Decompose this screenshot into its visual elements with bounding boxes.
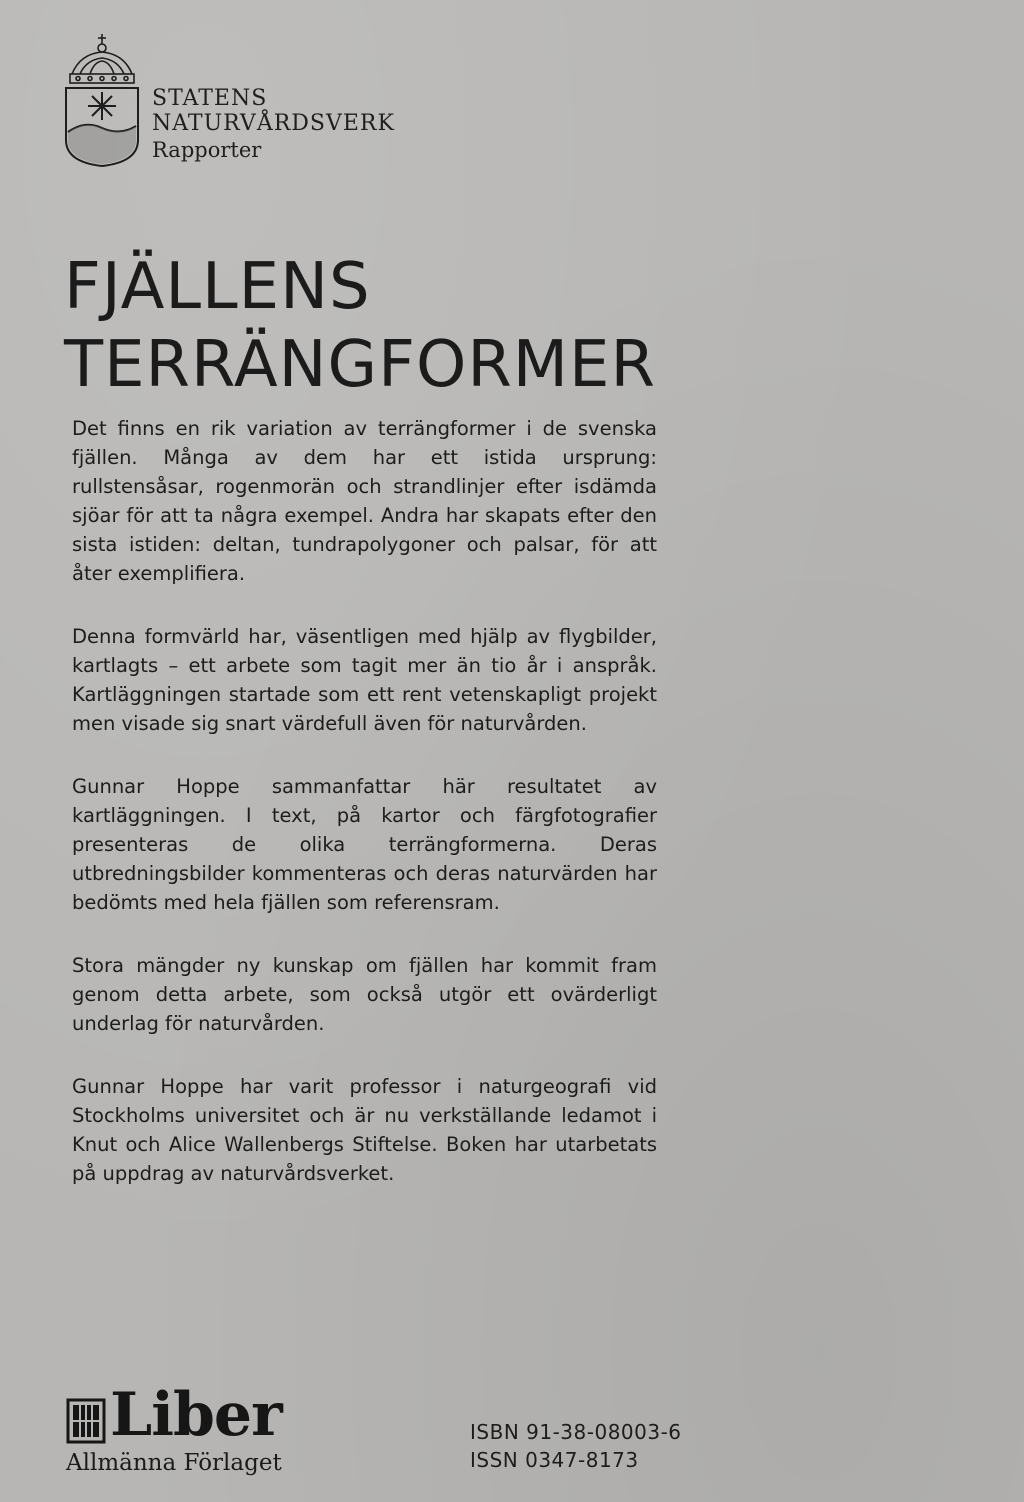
series-name: Rapporter	[152, 138, 262, 162]
publisher-name: Liber	[110, 1380, 282, 1450]
book-title	[64, 248, 656, 404]
agency-name	[152, 86, 395, 164]
agency-line-2: NATURVÅRDSVERK	[152, 111, 395, 136]
liber-logo-icon	[66, 1398, 106, 1444]
blurb-paragraph-5: Gunnar Hoppe har varit professor i naturgeografi vid Stockholms universitet och är nu verkställande ledamot i Knut och Alice Wallenbergs Stiftelse. Boken har utarbetats på uppdrag av naturvårdsverket.	[72, 1075, 657, 1185]
blurb	[72, 414, 657, 1222]
publisher-block	[66, 1380, 282, 1476]
agency-line-1: STATENS	[152, 86, 268, 111]
blurb-paragraph-1: Det finns en rik variation av terrängformer i de svenska fjällen. Många av dem har ett istida ursprung: rullstensåsar, rogenmorän och strandlinjer efter isdämda sjöar för att ta några exempel. Andra har skapats efter den sista istiden: deltan, tundrapolygoner och palsar, för att åter exemplifiera.	[72, 417, 657, 585]
isbn-number: ISBN 91-38-08003-6	[470, 1420, 682, 1444]
blurb-paragraph-2: Denna formvärld har, väsentligen med hjälp av flygbilder, kartlagts – ett arbete som tagit mer än tio år i anspråk. Kartläggningen startade som ett rent vetenskapligt projekt men visade sig snart värdefull även för naturvården.	[72, 625, 657, 735]
swedish-crown-emblem-icon	[60, 28, 144, 168]
title-line-1: FJÄLLENS	[64, 250, 371, 324]
issn-number: ISSN 0347-8173	[470, 1448, 639, 1472]
title-line-2: TERRÄNGFORMER	[64, 328, 656, 402]
blurb-paragraph-3: Gunnar Hoppe sammanfattar här resultatet av kartläggningen. I text, på kartor och färgfotografier presenteras de olika terrängformerna. Deras utbredningsbilder kommenteras och deras naturvärden har bedömts med hela fjällen som referensram.	[72, 775, 657, 914]
publisher-subtitle: Allmänna Förlaget	[66, 1450, 282, 1476]
identifiers	[470, 1418, 682, 1474]
blurb-paragraph-4: Stora mängder ny kunskap om fjällen har kommit fram genom detta arbete, som också utgör ett ovärderligt underlag för naturvården.	[72, 954, 657, 1035]
